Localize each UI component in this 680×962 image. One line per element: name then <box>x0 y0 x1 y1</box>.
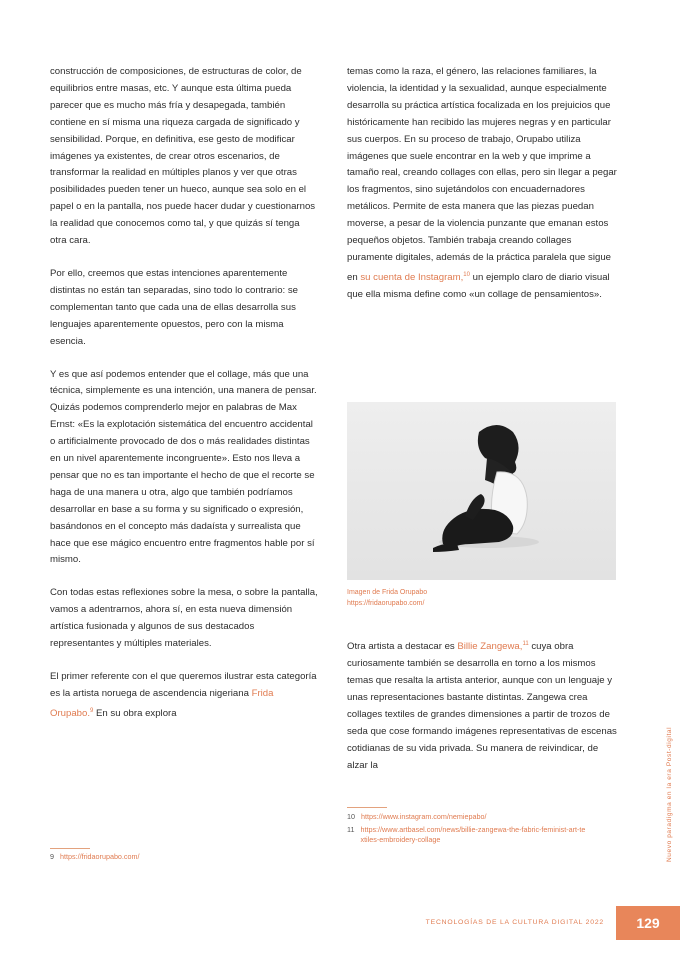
artist-link-frida-orupabo[interactable]: Frida Orupabo. <box>50 687 274 719</box>
caption-link[interactable]: https://fridaorupabo.com/ <box>347 600 425 607</box>
footnote-ref[interactable]: 10 <box>463 271 470 278</box>
right-column <box>347 64 617 320</box>
paragraph-text: cuya obra curiosamente también se desarrolla en torno a los mismos temas que resalta la artista anterior, aunque con un lenguaje y unas representaciones bastante distintas. Zangewa crea collages textiles de grandes dimensiones a partir de trozos de seda que cose formando imágenes representativas de escenas cotidianas de su vida privada. Su manera de reivindicar, de alzar la <box>347 641 617 771</box>
footnote-divider <box>50 848 90 849</box>
footnote-number: 11 <box>347 825 355 834</box>
paragraph-text: En su obra explora <box>93 708 177 719</box>
artist-link-billie-zangewa[interactable]: Billie Zangewa, <box>457 641 523 653</box>
page-number: 129 <box>636 915 660 931</box>
paragraph-text: El primer referente con el que queremos ilustrar esta categoría es la artista noruega de ascendencia nigeriana <box>50 671 317 699</box>
footnotes-left <box>50 852 318 862</box>
footnote-ref[interactable]: 11 <box>522 641 529 647</box>
instagram-link[interactable]: su cuenta de Instagram, <box>360 272 464 284</box>
footnote <box>347 812 587 822</box>
footnote <box>347 825 587 845</box>
right-column-lower <box>347 636 617 790</box>
body-paragraph <box>347 636 617 774</box>
footnote-ref[interactable]: 9 <box>90 707 94 714</box>
vertical-section-label: Nuevo paradigma en la era Post-digital <box>666 726 673 862</box>
body-paragraph: Con todas estas reflexiones sobre la mesa, o sobre la pantalla, vamos a adentrarnos, ahora sí, en esta nueva dimensión artística fusionada y algunos de sus destacados representantes y múltiples materiales. <box>50 587 318 650</box>
body-paragraph: construcción de composiciones, de estructuras de color, de equilibrios entre masas, etc. Y aunque esta última pueda parecer que es mucho más fría y desapegada, también contiene en sí misma una riqueza cargada de significado y sensibilidad. Porque, en definitiva, ese gesto de modificar imágenes ya existentes, de crear otros escenarios, de transformar la realidad en múltiples planos y ver que otras posibilidades pueden tener un hueco, aunque sea solo en el papel o en la pantalla, nos puede hacer dudar y cuestionarnos la realidad que conocemos como tal, y que quizás sí tenga otra cara. <box>50 66 316 247</box>
body-paragraph <box>50 669 318 723</box>
paragraph-text: Otra artista a destacar es <box>347 641 458 653</box>
footnote-link[interactable]: https://www.instagram.com/nemiepabo/ <box>361 812 487 821</box>
footnote-number: 10 <box>347 812 355 821</box>
footnotes-right <box>347 812 587 845</box>
footnote-number: 9 <box>50 852 54 861</box>
paragraph-text: un ejemplo claro de diario visual que ella misma define como «un collage de pensamientos». <box>347 272 610 300</box>
body-paragraph <box>347 64 617 304</box>
footnote-link[interactable]: https://fridaorupabo.com/ <box>60 852 140 861</box>
seated-figure-image <box>347 402 616 580</box>
footnote-divider <box>347 807 387 808</box>
paragraph-text: temas como la raza, el género, las relaciones familiares, la violencia, la identidad y la sexualidad, aunque especialmente desarrolla su práctica artística focalizada en los prejuicios que históricamente han recibido las mujeres negras y en particular sus cuerpos. En su proceso de trabajo, Orupabo utiliza imágenes que suele encontrar en la web y que imprime a tamaño real, creando collages con ellas, pero sin llegar a pegar los fragmentos, sino sujetándolos con encuadernadores metálicos. Permite de esta manera que las piezas puedan moverse, a pesar de la violencia punzante que emanan estos pequeños objetos. También trabaja creando collages puramente digitales, además de la práctica paralela que sigue en <box>347 66 617 284</box>
image-caption <box>347 587 616 609</box>
caption-title: Imagen de Frida Orupabo <box>347 589 428 596</box>
body-paragraph: Por ello, creemos que estas intenciones aparentemente distintas no están tan separadas, sino todo lo contrario: se complementan tanto que cada una de ellas desarrolla sus lenguajes aparentemente opuestos, pero con la misma esencia. <box>50 267 298 347</box>
left-column <box>50 64 318 739</box>
footnote-link[interactable]: https://www.artbasel.com/news/billie-zangewa-the-fabric-feminist-art-textiles-embroidery-collage <box>360 825 586 844</box>
footer-publication-title: TECNOLOGÍAS DE LA CULTURA DIGITAL 2022 <box>425 919 604 926</box>
page-number-badge <box>616 906 680 940</box>
footnote <box>50 852 318 862</box>
artwork-photo <box>347 402 616 580</box>
body-paragraph: Y es que así podemos entender que el collage, más que una técnica, simplemente es una intención, una manera de pensar. Quizás podemos comprenderlo mejor en palabras de Max Ernst: «Es la explotación sistemática del encuentro accidental o artificialmente provocado de dos o más realidades distintas en un nivel aparentemente incongruente». Esto nos lleva a pensar que no es tan importante el hecho de que el recorte se haga de una manera u otra, algo que también podríamos desarrollar en base a su forma y su significado o expresión, basándonos en el concepto más dadaísta y surrealista que hace que ese mágico encuentro entre fragmentos hable por sí mismo. <box>50 368 317 566</box>
